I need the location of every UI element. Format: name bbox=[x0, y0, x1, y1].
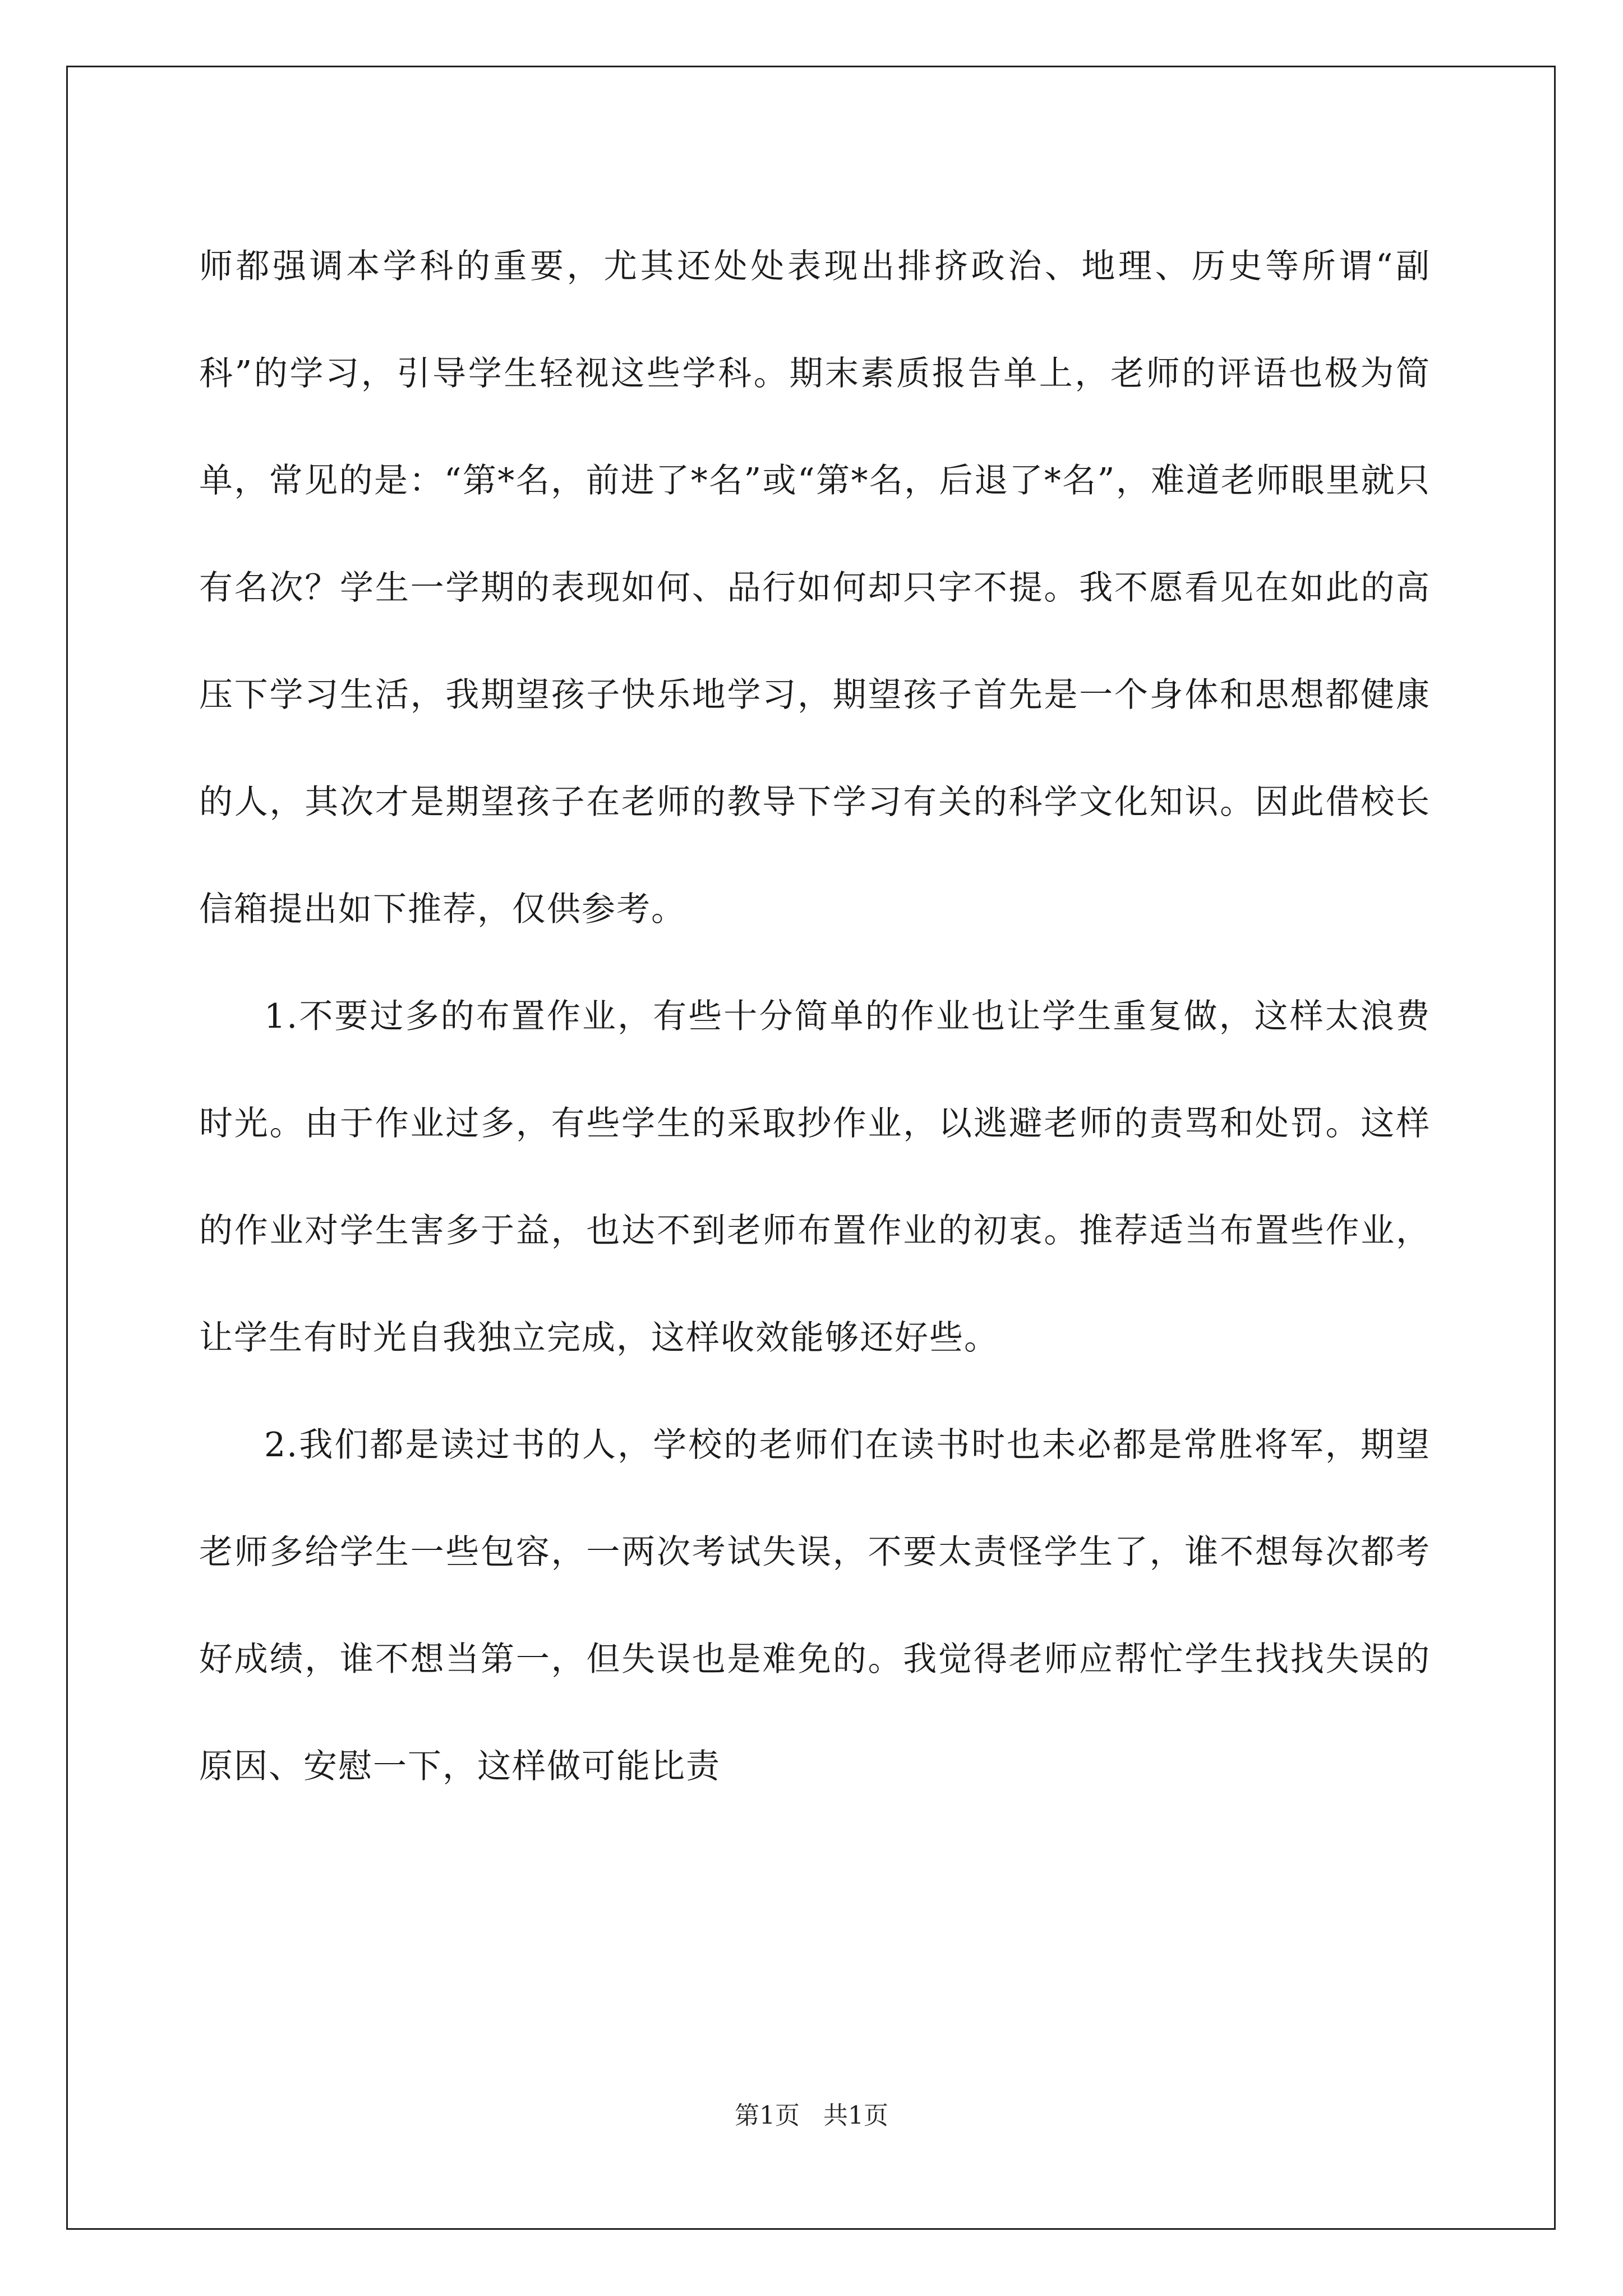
paragraph-item-2: 2.我们都是读过书的人，学校的老师们在读书时也未必都是常胜将军，期望老师多给学生一些包容，一两次考试失误，不要太责怪学生了，谁不想每次都考好成绩，谁不想当第一，但失误也是难免的。我觉得老师应帮忙学生找找失误的原因、安慰一下，这样做可能比责 bbox=[199, 1425, 1431, 1786]
paragraph-continued: 师都强调本学科的重要，尤其还处处表现出排挤政治、地理、历史等所谓“副科”的学习，引导学生轻视这些学科。期末素质报告单上，老师的评语也极为简单，常见的是：“第*名，前进了*名”或“第*名，后退了*名”，难道老师眼里就只有名次？学生一学期的表现如何、品行如何却只字不提。我不愿看见在如此的高压下学习生活，我期望孩子快乐地学习，期望孩子首先是一个身体和思想都健康的人，其次才是期望孩子在老师的教导下学习有关的科学文化知识。因此借校长信箱提出如下推荐，仅供参考。 bbox=[199, 247, 1431, 929]
paragraph-item-1: 1.不要过多的布置作业，有些十分简单的作业也让学生重复做，这样太浪费时光。由于作业过多，有些学生的采取抄作业，以逃避老师的责骂和处罚。这样的作业对学生害多于益，也达不到老师布置作业的初衷。推荐适当布置些作业，让学生有时光自我独立完成，这样收效能够还好些。 bbox=[199, 997, 1431, 1358]
document-body bbox=[199, 213, 1431, 1820]
page-number-footer: 第1页 共1页 bbox=[735, 2101, 888, 2130]
